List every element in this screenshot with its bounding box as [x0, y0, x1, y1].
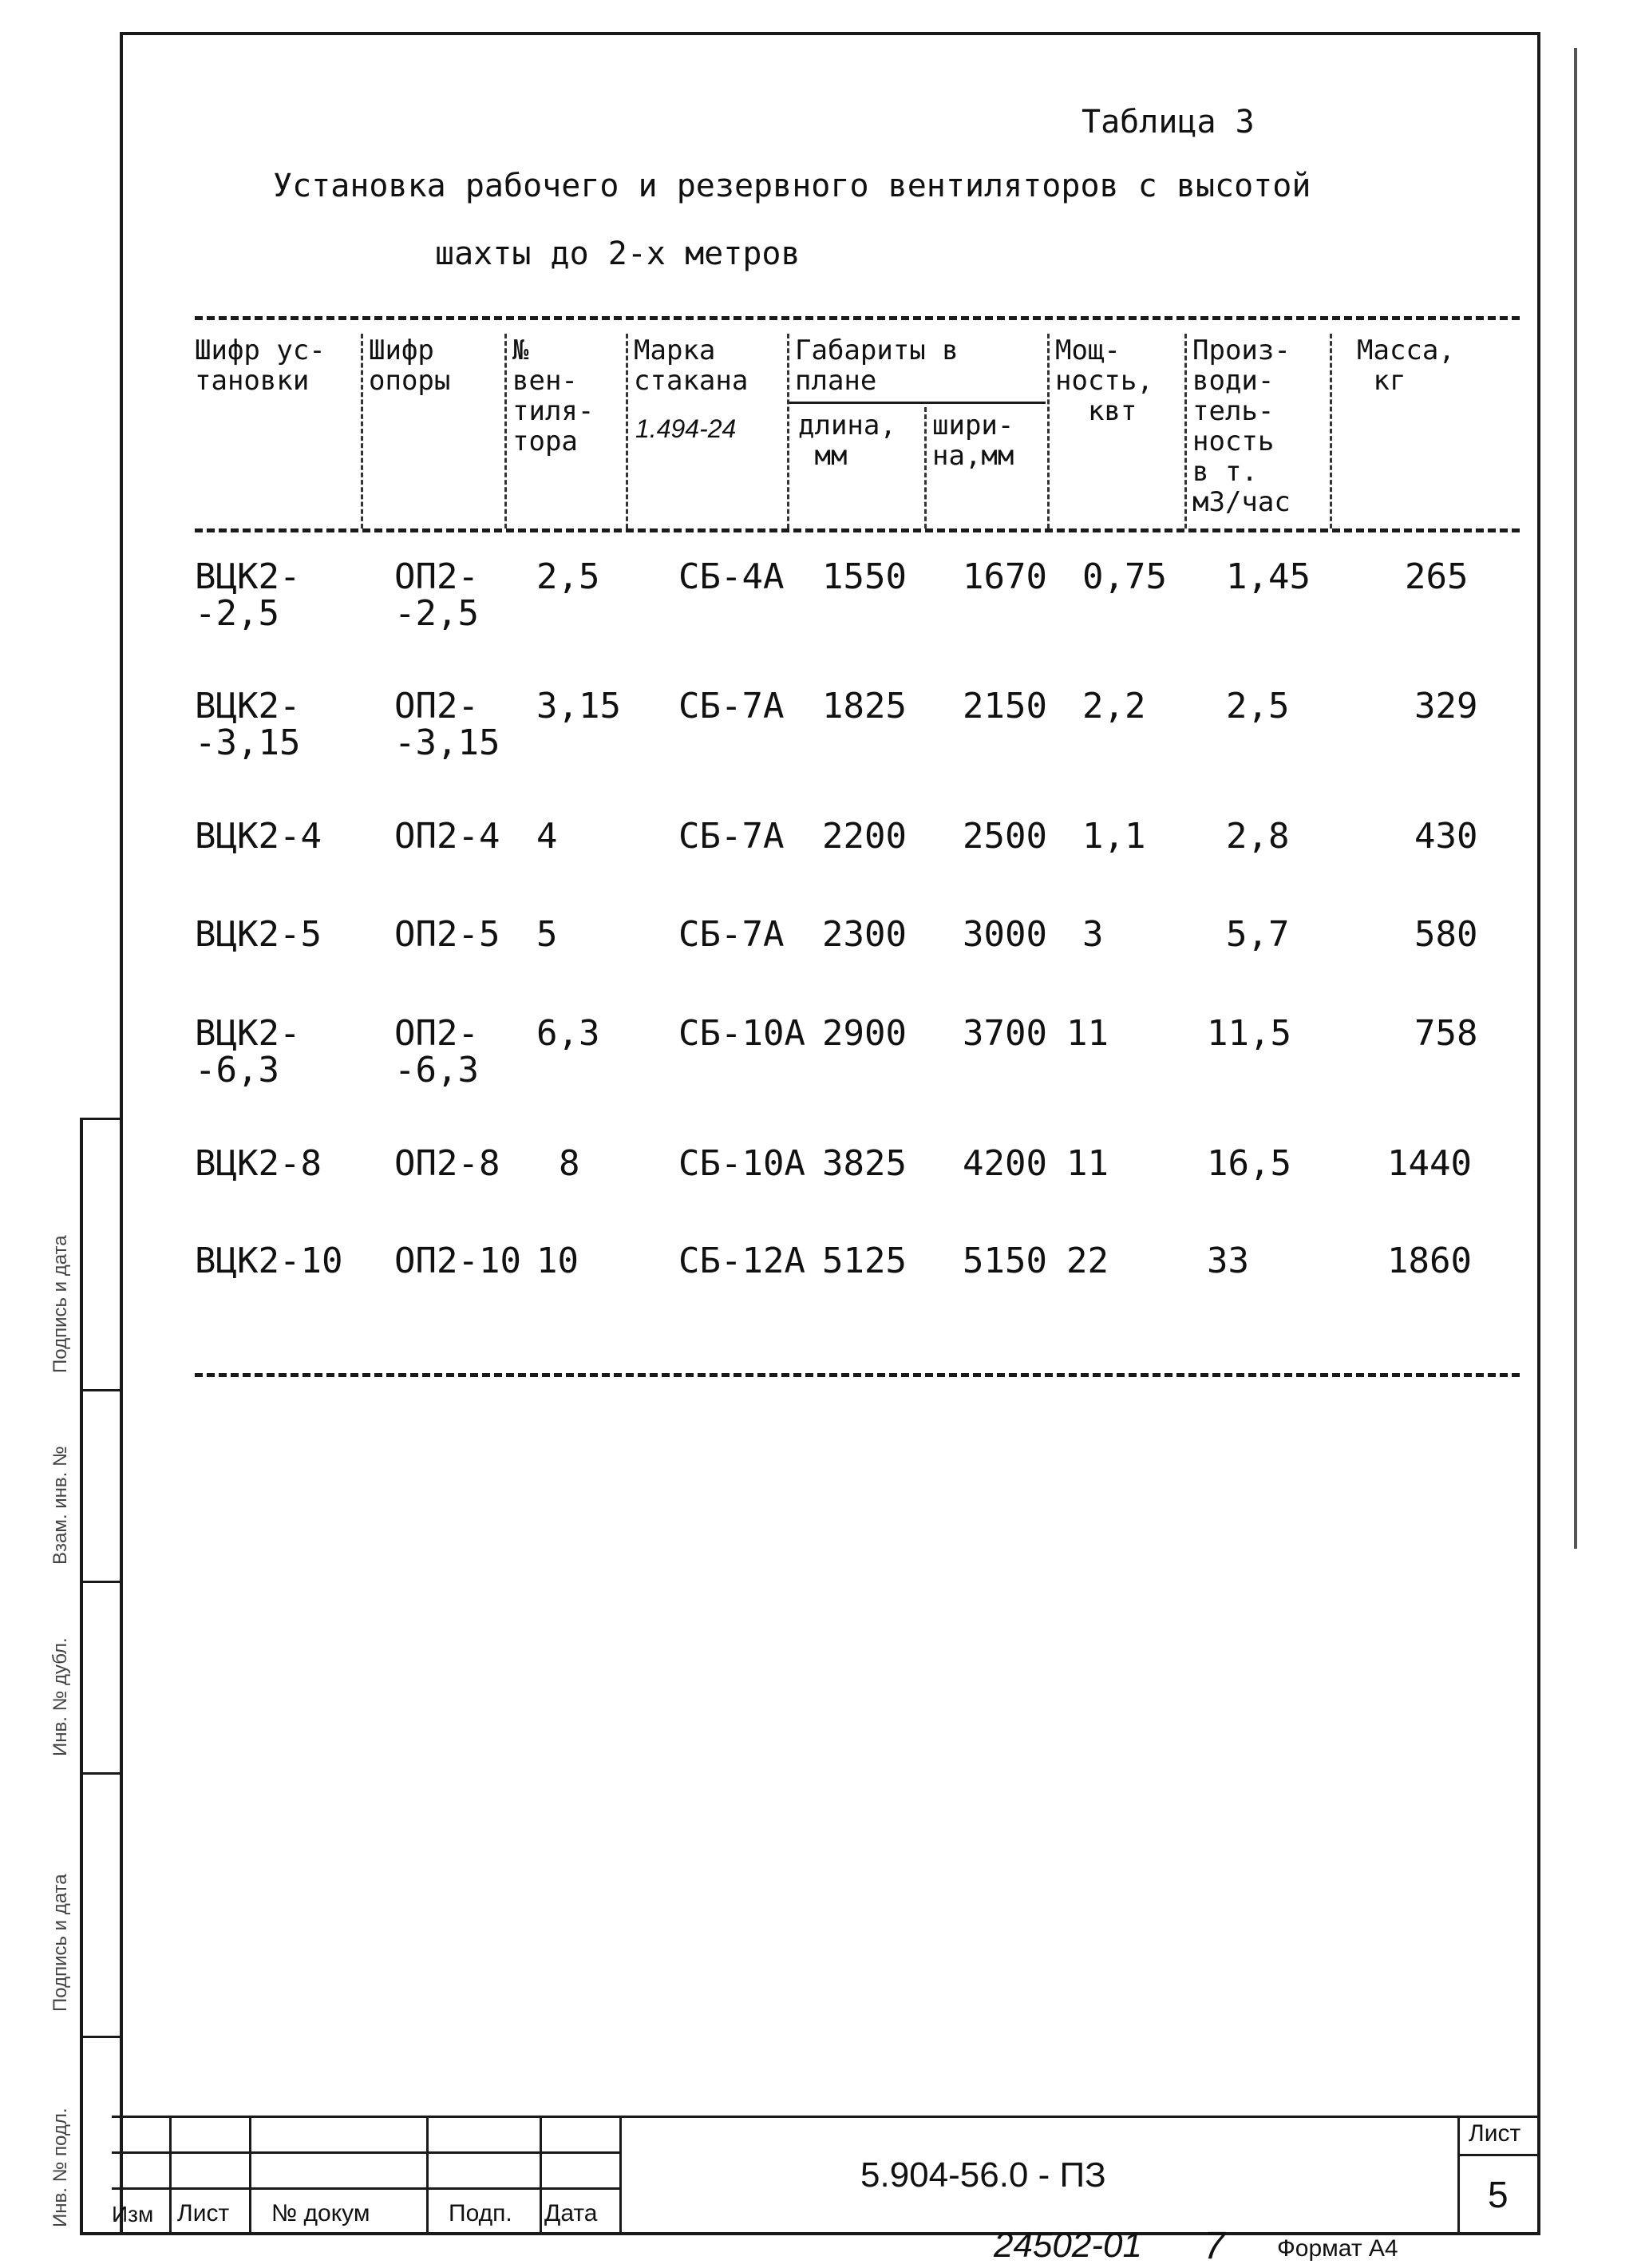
scan-edge — [1574, 48, 1577, 1549]
cell-mass: 1860 — [1387, 1241, 1472, 1281]
cell-support: ОП2-8 — [394, 1143, 500, 1184]
cell-fan: 8 — [559, 1143, 580, 1184]
cell-install: ВЦК2-10 — [195, 1241, 343, 1281]
cell-width: 4200 — [963, 1143, 1047, 1184]
cell-width: 5150 — [963, 1241, 1047, 1281]
cell-support: ОП2-5 — [394, 914, 500, 955]
cell-fan: 2,5 — [536, 556, 600, 597]
frame-right — [1537, 32, 1540, 2235]
cell-cup: СБ-10А — [678, 1013, 805, 1054]
side-label-dup-inv: Инв. № дубл. — [49, 1637, 71, 1756]
cell-cup: СБ-4А — [678, 556, 785, 597]
cell-width: 3000 — [963, 914, 1047, 955]
cell-power: 0,75 — [1082, 556, 1167, 597]
cell-width: 2150 — [963, 686, 1047, 726]
cell-mass: 265 — [1405, 556, 1469, 597]
header-length: длина, мм — [798, 410, 896, 472]
tb-date-label: Дата — [544, 2200, 598, 2226]
cell-length: 2200 — [822, 816, 907, 857]
table-top-rule — [195, 316, 1520, 320]
cell-width: 3700 — [963, 1013, 1047, 1054]
cell-install: ВЦК2-5 — [195, 914, 322, 955]
table-title-line-1: Установка рабочего и резервного вентиляторов с высотой — [273, 168, 1311, 204]
cell-install: ВЦК2- -3,15 — [195, 686, 301, 763]
header-capacity: Произ- води- тель- ность в т. м3/час — [1192, 334, 1291, 518]
tb-doc-label: № докум — [271, 2200, 370, 2226]
header-power: Мощ- ность, квт — [1055, 334, 1153, 427]
cell-length: 3825 — [822, 1143, 907, 1184]
cell-fan: 6,3 — [536, 1013, 600, 1054]
cell-install: ВЦК2- -6,3 — [195, 1013, 301, 1090]
header-dimensions: Габариты в плане — [795, 334, 959, 397]
cell-support: ОП2- -6,3 — [394, 1013, 479, 1090]
header-mass: Масса, кг — [1357, 334, 1455, 397]
tb-sign-label: Подп. — [449, 2200, 512, 2226]
cell-cup: СБ-7А — [678, 686, 785, 726]
cell-capacity: 33 — [1207, 1241, 1249, 1281]
cell-width: 1670 — [963, 556, 1047, 597]
header-fan-number: № вен- тиля- тора — [512, 334, 595, 457]
cell-length: 2900 — [822, 1013, 907, 1054]
frame-top — [120, 32, 1540, 35]
cell-length: 1550 — [822, 556, 907, 597]
cell-power: 3 — [1082, 914, 1104, 955]
inventory-number: 24502-01 — [994, 2226, 1142, 2265]
cell-mass: 580 — [1414, 914, 1478, 955]
document-code: 5.904-56.0 - ПЗ — [860, 2155, 1106, 2195]
tb-izm-label: Изм — [112, 2202, 154, 2226]
cell-cup: СБ-12А — [678, 1241, 805, 1281]
cell-mass: 758 — [1414, 1013, 1478, 1054]
cell-power: 22 — [1066, 1241, 1109, 1281]
cell-capacity: 16,5 — [1207, 1143, 1291, 1184]
table-bottom-rule — [195, 1373, 1520, 1377]
header-install-code: Шифр ус- тановки — [195, 334, 326, 397]
cell-length: 2300 — [822, 914, 907, 955]
cell-capacity: 5,7 — [1226, 914, 1290, 955]
cell-length: 1825 — [822, 686, 907, 726]
cell-capacity: 2,8 — [1226, 816, 1290, 857]
cell-fan: 10 — [536, 1241, 579, 1281]
cell-install: ВЦК2- -2,5 — [195, 556, 301, 634]
header-bottom-rule — [195, 528, 1520, 532]
side-label-signature-1: Подпись и дата — [49, 1235, 71, 1373]
frame-left — [120, 32, 123, 2235]
table-label: Таблица 3 — [1082, 104, 1255, 141]
cell-cup: СБ-10А — [678, 1143, 805, 1184]
header-cup-brand: Марка стакана — [634, 334, 749, 397]
header-support-code: Шифр опоры — [369, 334, 451, 397]
side-label-signature-2: Подпись и дата — [49, 1874, 71, 2012]
header-cup-handwritten-note: 1.494-24 — [635, 414, 737, 443]
tb-list-label: Лист — [177, 2200, 230, 2226]
dimensions-subheader-rule — [789, 402, 1046, 404]
cell-power: 11 — [1066, 1013, 1109, 1054]
cell-fan: 3,15 — [536, 686, 621, 726]
cell-mass: 430 — [1414, 816, 1478, 857]
table-title-line-2: шахты до 2-х метров — [435, 236, 801, 272]
cell-support: ОП2-10 — [394, 1241, 521, 1281]
cell-fan: 4 — [536, 816, 558, 857]
cell-fan: 5 — [536, 914, 558, 955]
cell-capacity: 1,45 — [1226, 556, 1311, 597]
cell-power: 11 — [1066, 1143, 1109, 1184]
side-label-orig-inv: Инв. № подл. — [49, 2108, 71, 2227]
cell-cup: СБ-7А — [678, 914, 785, 955]
cell-power: 1,1 — [1082, 816, 1146, 857]
cell-mass: 329 — [1414, 686, 1478, 726]
cell-width: 2500 — [963, 816, 1047, 857]
sheet-number: 5 — [1488, 2174, 1509, 2215]
paper-format: Формат А4 — [1277, 2235, 1398, 2262]
tb-sheet-label: Лист — [1469, 2120, 1521, 2147]
cell-support: ОП2-4 — [394, 816, 500, 857]
cell-cup: СБ-7А — [678, 816, 785, 857]
copy-number: 7 — [1204, 2225, 1225, 2267]
cell-install: ВЦК2-4 — [195, 816, 322, 857]
cell-support: ОП2- -3,15 — [394, 686, 500, 763]
cell-length: 5125 — [822, 1241, 907, 1281]
cell-capacity: 2,5 — [1226, 686, 1290, 726]
cell-capacity: 11,5 — [1207, 1013, 1291, 1054]
header-width: шири- на,мм — [932, 410, 1014, 472]
cell-support: ОП2- -2,5 — [394, 556, 479, 634]
cell-install: ВЦК2-8 — [195, 1143, 322, 1184]
cell-power: 2,2 — [1082, 686, 1146, 726]
side-label-replace-inv: Взам. инв. № — [49, 1446, 71, 1565]
cell-mass: 1440 — [1387, 1143, 1472, 1184]
